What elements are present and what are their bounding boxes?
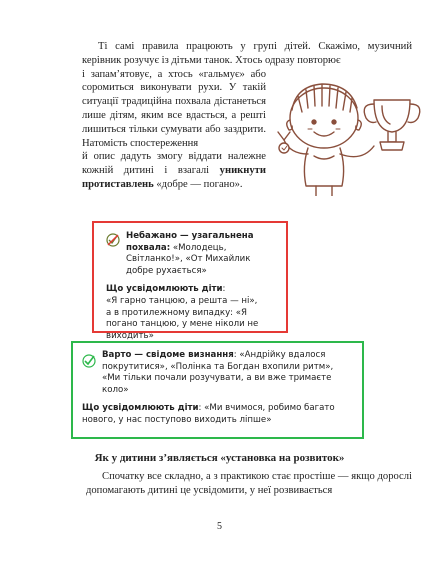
intro-line-2: і запам’ятовує, а хтось «гальмує» або соромиться виконувати рухи. У такій ситуації традиційна похвала дістанеться лише дітям, яким все вдасться, а решті лишиться тільки сумувати або заздрити. Натомість спостереження xyxy=(82,68,266,149)
intro-line-3: й опис дадуть змогу віддати належне кожній дитині і взагалі уникнути протиставлень «добре — погано». xyxy=(82,151,266,190)
red-box-quote-2: а в протилежному випадку: «Я погано танцюю, у мене ніколи не виходить» xyxy=(106,307,259,341)
crossed-check-icon xyxy=(106,233,120,247)
red-box-subheading: Що усвідомлюють діти: xyxy=(106,284,226,295)
not-recommended-box xyxy=(92,221,288,341)
recommended-title: Варто — свідоме визнання: «Андрійку вдалося покрутитися», «Полінка та Богдан вхопили ритм», «Ми тільки почали розучувати, а ви вже тримаєте коло» xyxy=(102,350,334,395)
green-box-body: Що усвідомлюють діти: «Ми вчимося, робимо багато нового, у нас поступово виходить ліпше» xyxy=(82,403,335,425)
intro-emphasis: уникнути протиставлень xyxy=(82,165,266,190)
section-heading: Як у дитини з’являється «установка на розвиток» xyxy=(94,452,345,464)
red-box-quote-1: «Я гарно танцюю, а решта — ні», xyxy=(106,295,258,306)
child-with-trophy-illustration xyxy=(262,66,432,196)
check-circle-icon xyxy=(82,354,96,368)
recommended-header xyxy=(82,350,354,396)
not-recommended-title: Небажано — узагальнена похвала: «Молодець, Світланко!», «От Михайлик добре рухається» xyxy=(126,231,254,276)
not-recommended-header xyxy=(106,231,278,277)
section-paragraph: Спочатку все складно, а з практикою стає простіше — якщо дорослі допомагають дитині це усвідомити, у неї розвивається xyxy=(86,471,412,496)
recommended-box xyxy=(71,341,364,439)
page-number: 5 xyxy=(217,521,222,532)
intro-line-1: Ті самі правила працюють у групі дітей. Скажімо, музичний керівник розучує із дітьми танок. Хтось одразу повторює xyxy=(82,41,412,66)
